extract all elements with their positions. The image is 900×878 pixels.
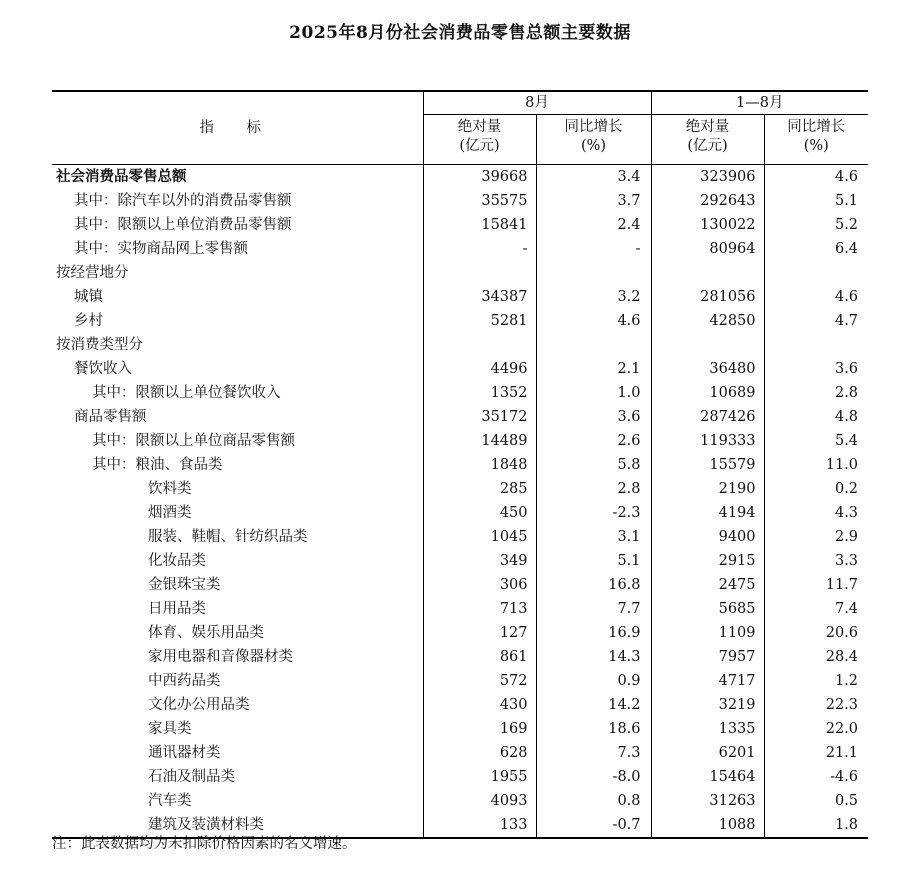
cumulative-abs-value: 1088 xyxy=(651,813,764,838)
row-label: 石油及制品类 xyxy=(148,769,235,785)
cumulative-yoy-value: 11.0 xyxy=(764,453,868,477)
cumulative-yoy-value: 0.5 xyxy=(764,789,868,813)
row-label: 体育、娱乐用品类 xyxy=(148,625,264,641)
cumulative-abs-value: 2915 xyxy=(651,549,764,573)
month-abs-value: 285 xyxy=(423,477,536,501)
month-abs-value: 4093 xyxy=(423,789,536,813)
cumulative-yoy-value: 21.1 xyxy=(764,741,868,765)
table-row xyxy=(52,213,868,237)
month-yoy-value: 3.1 xyxy=(536,525,651,549)
cumulative-abs-value: 36480 xyxy=(651,357,764,381)
table-row xyxy=(52,597,868,621)
month-yoy-value: 16.9 xyxy=(536,621,651,645)
table-row xyxy=(52,189,868,213)
table-row xyxy=(52,621,868,645)
month-yoy-header-line2: (%) xyxy=(580,138,607,154)
month-yoy-value: 1.0 xyxy=(536,381,651,405)
cumulative-yoy-value: 4.7 xyxy=(764,309,868,333)
month-yoy-value: 7.7 xyxy=(536,597,651,621)
month-abs-value: 1045 xyxy=(423,525,536,549)
month-yoy-value: - xyxy=(536,237,651,261)
cumulative-abs-value: 2475 xyxy=(651,573,764,597)
row-label: 商品零售额 xyxy=(74,409,147,425)
cumulative-abs-value: 2190 xyxy=(651,477,764,501)
month-abs-value: 450 xyxy=(423,501,536,525)
cumulative-abs-value: 42850 xyxy=(651,309,764,333)
table-row xyxy=(52,573,868,597)
table-row xyxy=(52,669,868,693)
cumulative-abs-value: 15579 xyxy=(651,453,764,477)
table-row xyxy=(52,165,868,190)
month-yoy-value: -8.0 xyxy=(536,765,651,789)
table-row xyxy=(52,693,868,717)
month-abs-value: 861 xyxy=(423,645,536,669)
cumulative-yoy-value: 1.8 xyxy=(764,813,868,838)
cumulative-yoy-value: -4.6 xyxy=(764,765,868,789)
cumulative-yoy-value: 11.7 xyxy=(764,573,868,597)
month-yoy-value: 3.7 xyxy=(536,189,651,213)
table-row xyxy=(52,429,868,453)
row-label: 其中：限额以上单位消费品零售额 xyxy=(74,217,292,233)
month-yoy-value xyxy=(536,261,651,285)
month-yoy-value: 7.3 xyxy=(536,741,651,765)
cumulative-abs-value: 1335 xyxy=(651,717,764,741)
month-abs-value: 15841 xyxy=(423,213,536,237)
cumulative-yoy-value xyxy=(764,261,868,285)
month-abs-value: 1955 xyxy=(423,765,536,789)
row-label: 社会消费品零售总额 xyxy=(56,168,187,185)
table-row xyxy=(52,309,868,333)
month-yoy-value: 18.6 xyxy=(536,717,651,741)
month-yoy-value: 2.4 xyxy=(536,213,651,237)
month-abs-value: 4496 xyxy=(423,357,536,381)
row-label: 金银珠宝类 xyxy=(148,577,221,593)
cumulative-abs-value xyxy=(651,261,764,285)
month-yoy-value: 16.8 xyxy=(536,573,651,597)
cumulative-yoy-value: 2.9 xyxy=(764,525,868,549)
cumulative-yoy-value xyxy=(764,333,868,357)
cumulative-yoy-value: 3.6 xyxy=(764,357,868,381)
month-yoy-value: 5.1 xyxy=(536,549,651,573)
month-yoy-value: 4.6 xyxy=(536,309,651,333)
table-row xyxy=(52,525,868,549)
month-yoy-header-line1: 同比增长 xyxy=(564,119,623,135)
row-label: 城镇 xyxy=(74,289,103,305)
month-abs-value: 628 xyxy=(423,741,536,765)
cumulative-yoy-value: 5.4 xyxy=(764,429,868,453)
cumulative-abs-value: 1109 xyxy=(651,621,764,645)
month-group-header: 8月 xyxy=(423,91,651,115)
month-abs-value: 133 xyxy=(423,813,536,838)
cumulative-yoy-value: 3.3 xyxy=(764,549,868,573)
row-label: 文化办公用品类 xyxy=(148,697,250,713)
cumulative-yoy-value: 28.4 xyxy=(764,645,868,669)
month-abs-value: 169 xyxy=(423,717,536,741)
row-label: 通讯器材类 xyxy=(148,745,221,761)
month-yoy-value: -2.3 xyxy=(536,501,651,525)
cumulative-abs-value: 281056 xyxy=(651,285,764,309)
cumulative-abs-header-line2: (亿元) xyxy=(687,138,728,154)
month-yoy-value: -0.7 xyxy=(536,813,651,838)
month-yoy-value: 2.6 xyxy=(536,429,651,453)
row-label: 饮料类 xyxy=(148,481,192,497)
cumulative-abs-value: 9400 xyxy=(651,525,764,549)
table-row xyxy=(52,285,868,309)
month-abs-value: - xyxy=(423,237,536,261)
table-row xyxy=(52,549,868,573)
cumulative-abs-value: 130022 xyxy=(651,213,764,237)
row-label: 烟酒类 xyxy=(148,505,192,521)
retail-sales-table xyxy=(52,90,868,839)
cumulative-yoy-header xyxy=(764,115,868,165)
cumulative-abs-value: 4194 xyxy=(651,501,764,525)
month-abs-value: 5281 xyxy=(423,309,536,333)
month-yoy-value: 2.8 xyxy=(536,477,651,501)
cumulative-abs-value: 31263 xyxy=(651,789,764,813)
row-label: 按消费类型分 xyxy=(56,337,143,353)
cumulative-abs-value: 10689 xyxy=(651,381,764,405)
month-abs-value: 430 xyxy=(423,693,536,717)
month-abs-value: 34387 xyxy=(423,285,536,309)
month-abs-value: 349 xyxy=(423,549,536,573)
table-row xyxy=(52,261,868,285)
month-abs-value: 572 xyxy=(423,669,536,693)
table-row xyxy=(52,453,868,477)
row-label: 家具类 xyxy=(148,721,192,737)
cumulative-abs-value: 15464 xyxy=(651,765,764,789)
cumulative-yoy-value: 22.3 xyxy=(764,693,868,717)
indicator-header: 指 标 xyxy=(52,91,423,165)
cumulative-abs-value: 80964 xyxy=(651,237,764,261)
table-row xyxy=(52,333,868,357)
month-yoy-value: 5.8 xyxy=(536,453,651,477)
cumulative-abs-value: 292643 xyxy=(651,189,764,213)
cumulative-yoy-value: 4.6 xyxy=(764,285,868,309)
row-label: 服装、鞋帽、针纺织品类 xyxy=(148,529,308,545)
table-row xyxy=(52,645,868,669)
row-label: 餐饮收入 xyxy=(74,361,132,377)
cumulative-yoy-header-line2: (%) xyxy=(803,138,829,154)
month-abs-value: 39668 xyxy=(423,165,536,190)
table-row xyxy=(52,357,868,381)
month-yoy-value xyxy=(536,333,651,357)
row-label: 家用电器和音像器材类 xyxy=(148,649,293,665)
cumulative-yoy-value: 0.2 xyxy=(764,477,868,501)
row-label: 其中：实物商品网上零售额 xyxy=(74,241,248,257)
month-abs-value: 1848 xyxy=(423,453,536,477)
cumulative-abs-value: 119333 xyxy=(651,429,764,453)
row-label: 按经营地分 xyxy=(56,265,129,281)
cumulative-abs-value: 6201 xyxy=(651,741,764,765)
page-title: 2025年8月份社会消费品零售总额主要数据 xyxy=(289,23,631,43)
table-row xyxy=(52,765,868,789)
row-label: 其中：限额以上单位商品零售额 xyxy=(92,433,295,449)
month-abs-value: 713 xyxy=(423,597,536,621)
cumulative-yoy-value: 4.6 xyxy=(764,165,868,190)
month-yoy-header xyxy=(536,115,651,165)
row-label: 其中：粮油、食品类 xyxy=(92,457,223,473)
row-label: 其中：除汽车以外的消费品零售额 xyxy=(74,193,292,209)
cumulative-yoy-value: 2.8 xyxy=(764,381,868,405)
cumulative-abs-value: 287426 xyxy=(651,405,764,429)
cumulative-yoy-value: 22.0 xyxy=(764,717,868,741)
cumulative-abs-value: 5685 xyxy=(651,597,764,621)
month-yoy-value: 3.4 xyxy=(536,165,651,190)
table-row xyxy=(52,405,868,429)
cumulative-yoy-header-line1: 同比增长 xyxy=(787,119,846,135)
month-abs-value: 14489 xyxy=(423,429,536,453)
footnote: 注：此表数据均为未扣除价格因素的名义增速。 xyxy=(52,836,357,852)
row-label: 日用品类 xyxy=(148,601,206,617)
month-yoy-value: 3.2 xyxy=(536,285,651,309)
table-row xyxy=(52,501,868,525)
table-row xyxy=(52,789,868,813)
cumulative-yoy-value: 6.4 xyxy=(764,237,868,261)
cumulative-yoy-value: 5.2 xyxy=(764,213,868,237)
cumulative-yoy-value: 20.6 xyxy=(764,621,868,645)
cumulative-yoy-value: 4.8 xyxy=(764,405,868,429)
row-label: 乡村 xyxy=(74,313,103,329)
row-label: 化妆品类 xyxy=(148,553,206,569)
cumulative-abs-header xyxy=(651,115,764,165)
table-row xyxy=(52,381,868,405)
month-yoy-value: 14.3 xyxy=(536,645,651,669)
month-abs-header xyxy=(423,115,536,165)
month-abs-value: 35575 xyxy=(423,189,536,213)
cumulative-yoy-value: 4.3 xyxy=(764,501,868,525)
month-abs-header-line1: 绝对量 xyxy=(457,119,502,135)
cumulative-yoy-value: 5.1 xyxy=(764,189,868,213)
month-abs-value: 306 xyxy=(423,573,536,597)
row-label: 建筑及装潢材料类 xyxy=(52,813,423,838)
month-yoy-value: 2.1 xyxy=(536,357,651,381)
month-abs-value: 127 xyxy=(423,621,536,645)
month-yoy-value: 14.2 xyxy=(536,693,651,717)
month-abs-value xyxy=(423,261,536,285)
cumulative-abs-value: 3219 xyxy=(651,693,764,717)
month-abs-header-line2: (亿元) xyxy=(459,138,500,154)
row-label: 其中：限额以上单位餐饮收入 xyxy=(92,385,281,401)
table-row xyxy=(52,717,868,741)
cumulative-abs-value: 7957 xyxy=(651,645,764,669)
cumulative-yoy-value: 7.4 xyxy=(764,597,868,621)
table-row xyxy=(52,237,868,261)
cumulative-yoy-value: 1.2 xyxy=(764,669,868,693)
table-row xyxy=(52,477,868,501)
cumulative-abs-value: 323906 xyxy=(651,165,764,190)
cumulative-abs-value: 4717 xyxy=(651,669,764,693)
cumulative-group-header: 1—8月 xyxy=(651,91,868,115)
month-abs-value xyxy=(423,333,536,357)
month-yoy-value: 0.8 xyxy=(536,789,651,813)
table-body xyxy=(52,165,868,839)
month-abs-value: 1352 xyxy=(423,381,536,405)
row-label: 汽车类 xyxy=(148,793,192,809)
table-row xyxy=(52,741,868,765)
month-abs-value: 35172 xyxy=(423,405,536,429)
cumulative-abs-header-line1: 绝对量 xyxy=(685,119,730,135)
row-label: 中西药品类 xyxy=(148,673,221,689)
cumulative-abs-value xyxy=(651,333,764,357)
month-yoy-value: 3.6 xyxy=(536,405,651,429)
month-yoy-value: 0.9 xyxy=(536,669,651,693)
